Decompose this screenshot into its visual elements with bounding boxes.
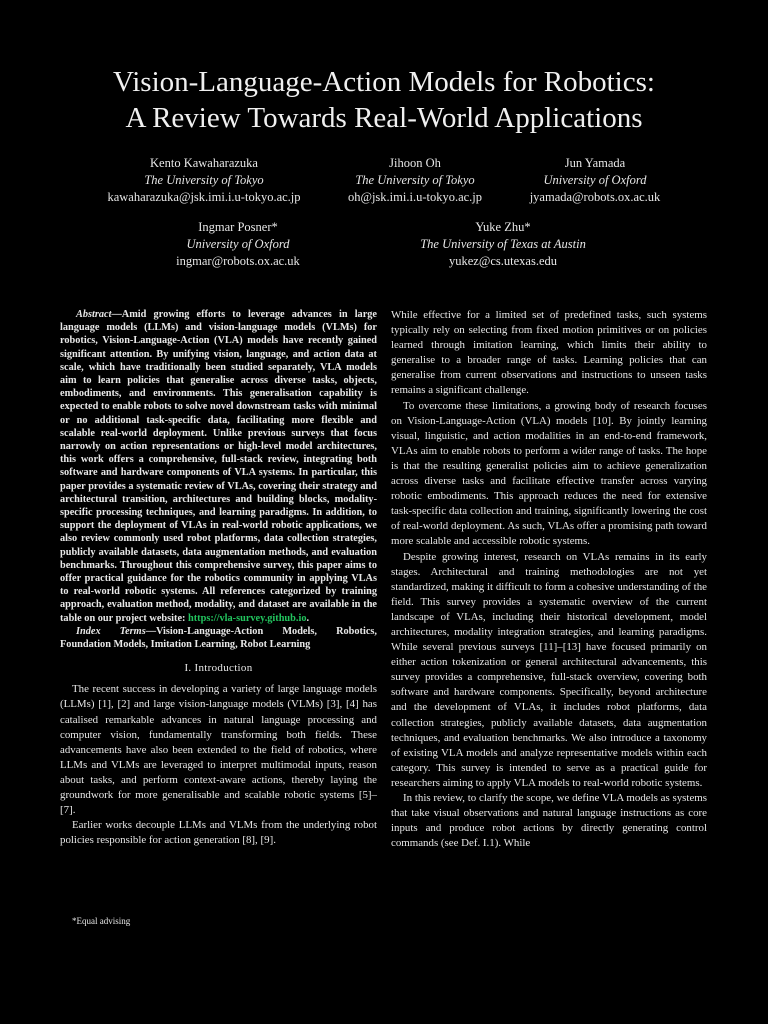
right-paragraph-3: Despite growing interest, research on VLAs remains in its early stages. Architectural and training methodologies are not yet standardized, making it difficult to form a cohesive understanding of the field. This survey provides a systematic overview of the current landscape of VLAs, including their historical development, model architectures, modality integration strategies, and learning paradigms. While several previous surveys [11]–[13] have focused primarily on either action tokenization or general architectural advancements, this survey provides a comprehensive, full-stack overview, covering both software and hardware components. Specifically, beyond architecture and the development of VLAs, it includes robot platforms, data collection strategies, publicly available datasets, data augmentation techniques, and evaluation benchmarks. We also introduce a taxonomy of existing VLA models and analyze representative models within each category. This survey is intended to serve as a practical guide for researchers aiming to apply VLA models to real-world robotic systems.: [391, 550, 707, 789]
author-email[interactable]: kawaharazuka@jsk.imi.i.u-tokyo.ac.jp: [107, 190, 301, 204]
author-block-4: [138, 219, 338, 270]
intro-paragraph-2: Earlier works decouple LLMs and VLMs from the underlying robot policies responsible for action generation [8], [9].: [60, 819, 377, 847]
author-block-3: [510, 155, 680, 206]
author-name: Yuke Zhu*: [475, 220, 531, 234]
project-website-link[interactable]: https://vla-survey.github.io: [188, 612, 307, 624]
author-block-5: [388, 219, 618, 270]
paper-title: [0, 64, 768, 136]
right-paragraph-1: While effective for a limited set of predefined tasks, such systems typically rely on selecting from fixed motion primitives or on policies learned through imitation learning, which limits their ability to generalise to a broader range of tasks. Learning policies that can generalise from current observations and instructions to unseen tasks remains a significant challenge.: [391, 309, 707, 397]
abstract-text: —Amid growing efforts to leverage advances in large language models (LLMs) and vision-language models (VLMs) for robotics, Vision-Language-Action (VLA) models have recently gained significant attention. By unifying vision, language, and action data at scale, which have traditionally been studied separately, VLA models aim to learn policies that generalise across diverse tasks, objects, embodiments, and environments. This generalisation capability is expected to enable robots to solve novel downstream tasks with minimal or no additional task-specific data, facilitating more flexible and scalable real-world deployment. Unlike previous surveys that focus narrowly on action representations or high-level model architectures, this work offers a comprehensive, full-stack review, integrating both software and hardware components of VLA systems. In particular, this paper provides a systematic review of VLAs, covering their strategy and architectural transition, architectures and building blocks, modality-specific processing techniques, and learning paradigms. In addition, to support the deployment of VLAs in real-world robotic applications, we also review commonly used robot platforms, data collection strategies, publicly available datasets, data augmentation methods, and evaluation benchmarks. Throughout this comprehensive survey, this paper aims to offer practical guidance for the robotics community in applying VLAs to real-world robotic systems. All references categorized by training approach, evaluation method, modality, and dataset are available in the table on our project website:: [60, 309, 377, 624]
author-affiliation: The University of Tokyo: [355, 173, 475, 187]
index-terms: [60, 625, 377, 651]
left-column: [60, 308, 377, 848]
abstract: [60, 308, 377, 625]
author-name: Jun Yamada: [564, 156, 626, 170]
author-affiliation: The University of Tokyo: [144, 173, 264, 187]
author-email[interactable]: jyamada@robots.ox.ac.uk: [529, 190, 661, 204]
right-paragraph-2: To overcome these limitations, a growing body of research focuses on Vision-Language-Action (VLA) models [10]. By jointly learning visual, linguistic, and action modalities in an end-to-end framework, VLAs aim to enable robots to perform a wider range of tasks. The hope is that the resulting generalist policies aim to achieve generalization across diverse tasks and facilitate effective transfer across varying robotic embodiments. This approach reduces the need for extensive task-specific data collection and training, significantly lowering the cost of real-world deployment. As such, VLAs offer a promising path toward more scalable and accessible robotic systems.: [391, 399, 707, 548]
section-heading: I. Introduction: [184, 662, 253, 675]
author-affiliation: University of Oxford: [186, 237, 290, 251]
right-column: [391, 308, 707, 851]
author-email[interactable]: ingmar@robots.ox.ac.uk: [176, 254, 300, 268]
author-affiliation: University of Oxford: [543, 173, 647, 187]
index-terms-label: Index Terms: [76, 625, 146, 637]
author-block-2: [330, 155, 500, 206]
title-line-2: A Review Towards Real-World Applications: [125, 102, 643, 134]
footnote: *Equal advising: [72, 916, 131, 926]
author-block-1: [104, 155, 304, 206]
title-line-1: Vision-Language-Action Models for Robotics:: [113, 66, 655, 98]
abstract-label: Abstract: [76, 309, 112, 320]
author-name: Jihoon Oh: [389, 156, 441, 170]
author-affiliation: The University of Texas at Austin: [420, 237, 586, 251]
index-terms-text: —Vision-Language-Action Models, Robotics, Foundation Models, Imitation Learning, Robot Learning: [60, 625, 377, 651]
author-email[interactable]: yukez@cs.utexas.edu: [448, 254, 557, 268]
intro-paragraph-1: The recent success in developing a variety of large language models (LLMs) [1], [2] and large vision-language models (VLMs) [3], [4] has catalised remarkable advances in natural language processing and computer vision, fundamentally transforming both fields. These advancements have also been extended to the field of robotics, where LLMs and VLMs are leveraged to interpret multimodal inputs, reason about tasks, and perform context-aware actions, thereby laying the groundwork for more generalisable and scalable robotic systems [5]–[7].: [60, 683, 377, 817]
author-name: Kento Kawaharazuka: [150, 156, 258, 170]
right-paragraph-4: In this review, to clarify the scope, we define VLA models as systems that take visual observations and natural language instructions as core inputs and produce robot actions by directly generating control commands (see Def. I.1). While: [391, 792, 707, 850]
author-email[interactable]: oh@jsk.imi.i.u-tokyo.ac.jp: [347, 190, 483, 204]
abstract-end: .: [306, 612, 310, 624]
author-name: Ingmar Posner*: [198, 220, 278, 234]
